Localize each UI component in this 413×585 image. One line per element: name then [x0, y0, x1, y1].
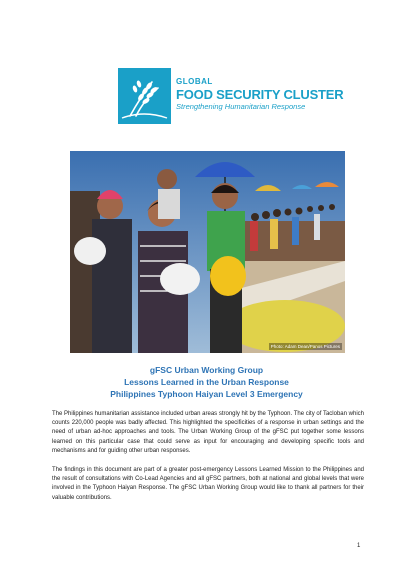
food-distribution-photo-illustration	[70, 151, 345, 353]
page-number: 1	[357, 543, 361, 549]
title-emergency: Philippines Typhoon Haiyan Level 3 Emergency	[110, 389, 303, 399]
title-lessons-learned: Lessons Learned in the Urban Response	[124, 377, 289, 387]
wheat-logo-icon	[118, 68, 171, 124]
logo-title-text: FOOD SECURITY CLUSTER	[176, 87, 344, 102]
title-working-group: gFSC Urban Working Group	[149, 365, 264, 375]
findings-paragraph: The findings in this document are part of a greater post-emergency Lessons Learned Mission to the Philippines and the result of consultations with Co-Lead Agencies and all gFSC partners, both at national and global levels that were involved in the Typhoon Haiyan Response. The gFSC Urban Working Group would like to thank all partners for their valuable contributions.	[52, 467, 364, 501]
gfsc-logo	[118, 68, 344, 124]
cover-photo	[70, 151, 345, 353]
photo-credit: Photo: Adam Dean/Panos Pictures	[270, 344, 340, 349]
logo-global-text: GLOBAL	[176, 77, 213, 86]
intro-paragraph: The Philippines humanitarian assistance included urban areas strongly hit by the Typhoon. The city of Tacloban which counts 220,000 people was badly affected. This highlighted the specificities of a response in urban settings and the need of urban ad-hoc approaches and tools. The Urban Working Group of the gFSC put together some lessons learned on this particular case that could serve as input for encouraging and developing specific tools and mechanisms and for guiding other urban responses.	[52, 411, 364, 454]
logo-wordmark	[176, 77, 343, 112]
logo-tagline: Strengthening Humanitarian Response	[176, 102, 306, 111]
document-title-block	[0, 364, 413, 400]
